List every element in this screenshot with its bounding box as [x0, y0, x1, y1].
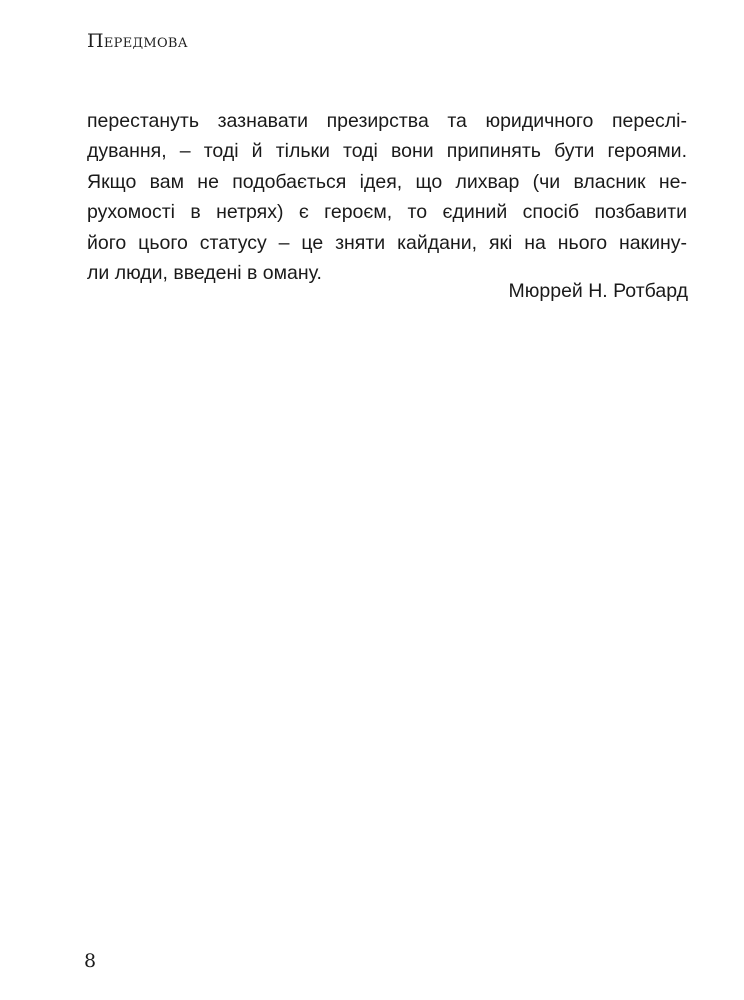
- page-number: 8: [84, 950, 97, 972]
- text-line: його цього статусу – це зняти кайдани, які на нього накину-: [87, 231, 687, 254]
- text-line: дування, – тоді й тільки тоді вони припинять бути героями.: [87, 140, 687, 163]
- body-paragraph: [87, 106, 687, 288]
- author-signature: Мюррей Н. Ротбард: [508, 280, 688, 302]
- text-line: рухомості в нетрях) є героєм, то єдиний спосіб позбавити: [87, 201, 687, 224]
- text-line: перестануть зазнавати презирства та юридичного переслі-: [87, 110, 687, 132]
- running-header: Передмова: [87, 30, 188, 52]
- text-line: ли люди, введені в оману.: [87, 262, 322, 285]
- text-line: Якщо вам не подобається ідея, що лихвар (чи власник не-: [87, 170, 687, 193]
